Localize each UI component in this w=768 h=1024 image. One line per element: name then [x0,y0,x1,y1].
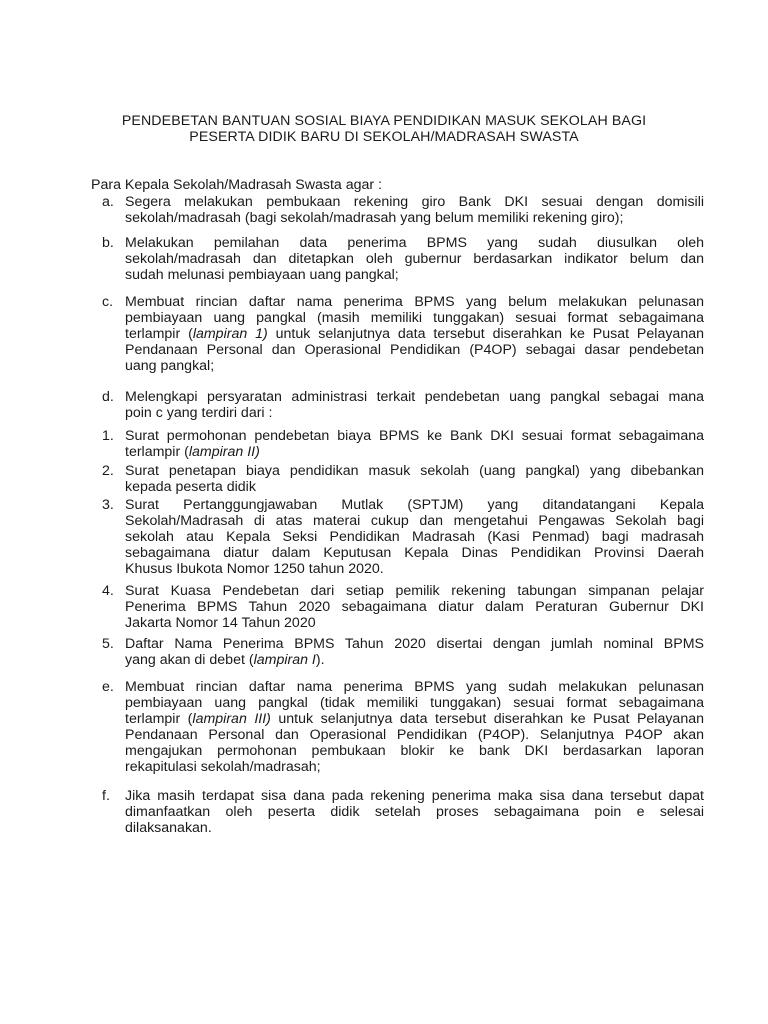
text-line: terlampir (lampiran 1) untuk selanjutnya data tersebut diserahkan ke Pusat Pelayanan [125,326,704,342]
list-item-text [125,497,704,577]
list-marker: f. [102,788,110,804]
document-title [100,113,668,145]
attachment-reference: lampiran I [253,652,316,668]
text-line: Jakarta Nomor 14 Tahun 2020 [125,615,316,631]
text-line: Surat Kuasa Pendebetan dari setiap pemilik rekening tabungan simpanan pelajar [125,583,704,599]
list-marker: 3. [102,497,114,513]
text-line: dimanfaatkan oleh peserta didik setelah proses sebagaimana poin e selesai [125,804,704,820]
text-line: Surat permohonan pendebetan biaya BPMS ke Bank DKI sesuai format sebagaimana [125,428,704,444]
list-item-text [125,679,704,775]
list-item-text [125,194,704,226]
text-line: dilaksanakan. [125,820,212,836]
text-line: poin c yang terdiri dari : [125,405,273,421]
list-item-text [125,389,704,421]
list-item-text [125,294,704,374]
text-line: Khusus Ibukota Nomor 1250 tahun 2020. [125,561,384,577]
text-line: Surat penetapan biaya pendidikan masuk sekolah (uang pangkal) yang dibebankan [125,463,704,479]
text-line: sekolah/madrasah (bagi sekolah/madrasah yang belum memiliki rekening giro); [125,210,624,226]
text-line: Penerima BPMS Tahun 2020 sebagaimana diatur dalam Peraturan Gubernur DKI [125,599,704,615]
title-line-2: PESERTA DIDIK BARU DI SEKOLAH/MADRASAH SWASTA [189,129,579,145]
text-line: Pendanaan Personal dan Operasional Pendidikan (P4OP) sebagai dasar pendebetan [125,342,704,358]
list-marker: e. [102,679,114,695]
text-line: Surat Pertanggungjawaban Mutlak (SPTJM) yang ditandatangani Kepala [125,497,704,513]
text-line: kepada peserta didik [125,479,256,495]
text-line: terlampir (lampiran III) untuk selanjutnya data tersebut diserahkan ke Pusat Pelayanan [125,711,704,727]
list-marker: 5. [102,636,114,652]
list-marker: a. [102,194,114,210]
text-line: pembiayaan uang pangkal (tidak memiliki tunggakan) sesuai format sebagaimana [125,695,704,711]
text-line: uang pangkal; [125,358,215,374]
attachment-reference: lampiran II) [188,444,260,460]
text-line: rekapitulasi sekolah/madrasah; [125,759,321,775]
list-marker: 2. [102,463,114,479]
list-item-text [125,235,704,283]
text-line: Segera melakukan pembukaan rekening giro Bank DKI sesuai dengan domisili [125,194,704,210]
attachment-reference: lampiran III) [192,711,271,727]
text-line: mengajukan permohonan pembukaan blokir ke bank DKI berdasarkan laporan [125,743,704,759]
list-item-text [125,583,704,631]
list-marker: d. [102,389,114,405]
text-line: sekolah atau Kepala Seksi Pendidikan Madrasah (Kasi Penmad) bagi madrasah [125,529,704,545]
text-line: Melengkapi persyaratan administrasi terkait pendebetan uang pangkal sebagai mana [125,389,704,405]
text-line: terlampir (lampiran II) [125,444,260,460]
text-line: Sekolah/Madrasah di atas materai cukup dan mengetahui Pengawas Sekolah bagi [125,513,704,529]
text-line: Membuat rincian daftar nama penerima BPMS yang sudah melakukan pelunasan [125,679,704,695]
text-line: Jika masih terdapat sisa dana pada rekening penerima maka sisa dana tersebut dapat [125,788,704,804]
list-item-text [125,788,704,836]
attachment-reference: lampiran 1) [192,326,268,342]
text-line: sekolah/madrasah dan ditetapkan oleh gubernur berdasarkan indikator belum dan [125,251,704,267]
text-line: Membuat rincian daftar nama penerima BPMS yang belum melakukan pelunasan [125,294,704,310]
title-line-1: PENDEBETAN BANTUAN SOSIAL BIAYA PENDIDIKAN MASUK SEKOLAH BAGI [121,113,647,129]
text-line: Melakukan pemilahan data penerima BPMS yang sudah diusulkan oleh [125,235,704,251]
text-line: sudah melunasi pembiayaan uang pangkal; [125,267,399,283]
intro-text: Para Kepala Sekolah/Madrasah Swasta agar : [91,177,383,193]
text-line: Daftar Nama Penerima BPMS Tahun 2020 disertai dengan jumlah nominal BPMS [125,636,704,652]
list-marker: 1. [102,428,114,444]
list-marker: 4. [102,583,114,599]
list-item-text [125,428,704,460]
text-line: yang akan di debet (lampiran I). [125,652,325,668]
text-line: pembiayaan uang pangkal (masih memiliki tunggakan) sesuai format sebagaimana [125,310,704,326]
text-line: sebagaimana diatur dalam Keputusan Kepala Dinas Pendidikan Provinsi Daerah [125,545,704,561]
list-marker: c. [102,294,114,310]
list-marker: b. [102,235,114,251]
text-line: Pendanaan Personal dan Operasional Pendidikan (P4OP). Selanjutnya P4OP akan [125,727,704,743]
list-item-text [125,636,704,668]
list-item-text [125,463,704,495]
